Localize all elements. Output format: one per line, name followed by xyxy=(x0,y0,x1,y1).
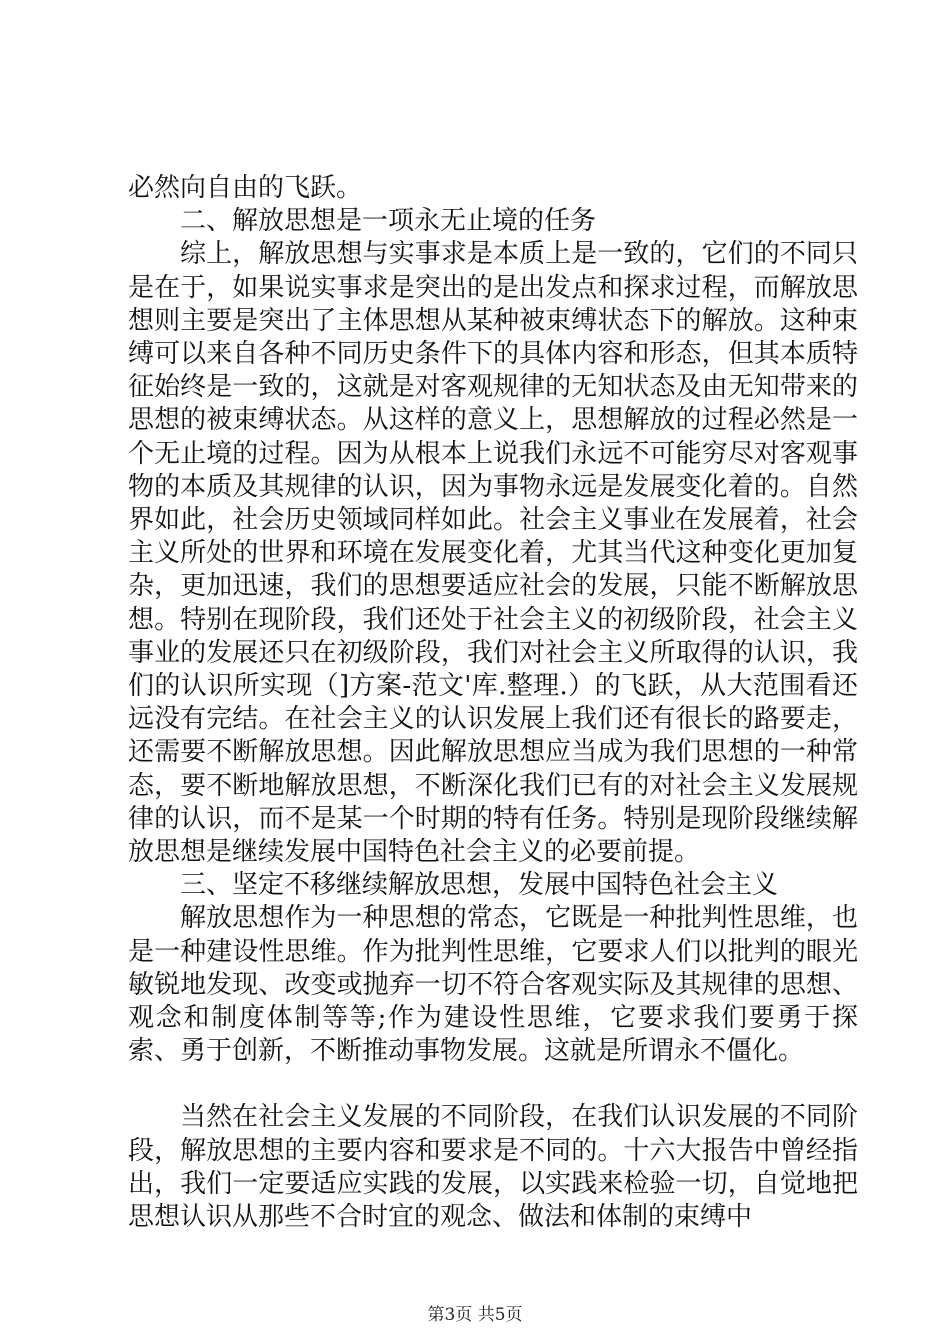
paragraph-body: 综上，解放思想与实事求是本质上是一致的，它们的不同只是在于，如果说实事求是突出的是出发点和探求过程，而解放思想则主要是突出了主体思想从某种被束缚状态下的解放。这种束缚可以来自各种不同历史条件下的具体内容和形态，但其本质特征始终是一致的，这就是对客观规律的无知状态及由无知带来的思想的被束缚状态。从这样的意义上，思想解放的过程必然是一个无止境的过程。因为从根本上说我们永远不可能穷尽对客观事物的本质及其规律的认识，因为事物永远是发展变化着的。自然界如此，社会历史领域同样如此。社会主义事业在发展着，社会主义所处的世界和环境在发展变化着，尤其当代这种变化更加复杂，更加迅速，我们的思想要适应社会的发展，只能不断解放思想。特别在现阶段，我们还处于社会主义的初级阶段，社会主义事业的发展还只在初级阶段，我们对社会主义所取得的认识，我们的认识所实现（]方案-范文'库.整理.）的飞跃，从大范围看还远没有完结。在社会主义的认识发展上我们还有很长的路要走，还需要不断解放思想。因此解放思想应当成为我们思想的一种常态，要不断地解放思想，不断深化我们已有的对社会主义发展规律的认识，而不是某一个时期的特有任务。特别是现阶段继续解放思想是继续发展中国特色社会主义的必要前提。 xyxy=(128,239,858,868)
section-heading-2: 二、解放思想是一项永无止境的任务 xyxy=(180,206,597,237)
paragraph-continuation: 必然向自由的飞跃。 xyxy=(128,173,363,203)
paragraph-body: 当然在社会主义发展的不同阶段，在我们认识发展的不同阶段，解放思想的主要内容和要求是不同的。十六大报告中曾经指出，我们一定要适应实践的发展，以实践来检验一切，自觉地把思想认识从那些不合时宜的观念、做法和体制的束缚中 xyxy=(128,1102,858,1233)
page-number-footer: 第3页 共5页 xyxy=(427,1305,523,1325)
paragraph-spacer xyxy=(128,1068,858,1101)
document-body xyxy=(128,172,858,1234)
paragraph-body: 解放思想作为一种思想的常态，它既是一种批判性思维，也是一种建设性思维。作为批判性思维，它要求人们以批判的眼光敏锐地发现、改变或抛弃一切不符合客观实际及其规律的思想、观念和制度体制等等;作为建设性思维，它要求我们要勇于探索、勇于创新，不断推动事物发展。这就是所谓永不僵化。 xyxy=(128,903,858,1067)
section-heading-3: 三、坚定不移继续解放思想，发展中国特色社会主义 xyxy=(180,870,779,901)
